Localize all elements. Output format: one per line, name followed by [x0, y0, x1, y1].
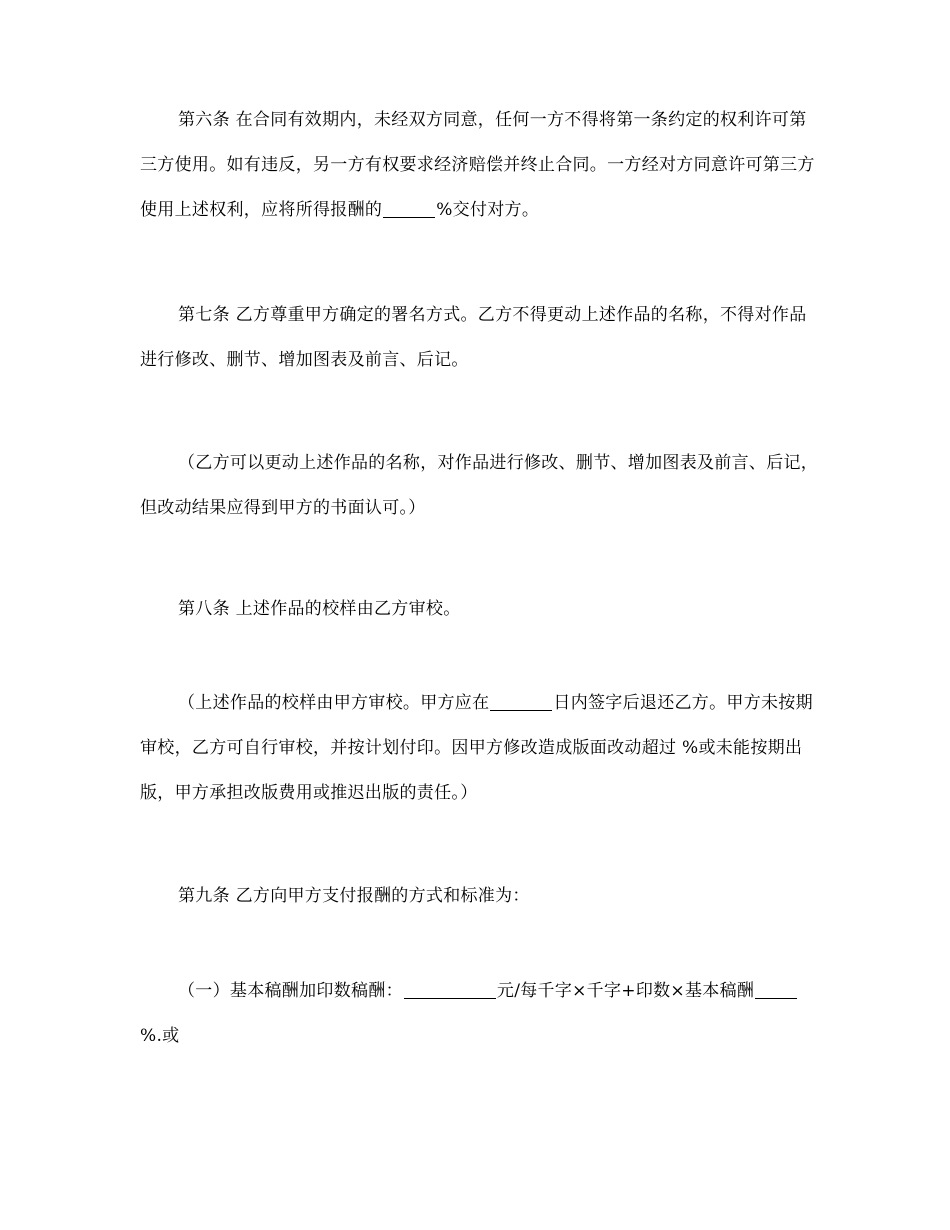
- article-9-paragraph: [140, 874, 820, 919]
- article-8-paragraph: [140, 587, 820, 632]
- article-7-paragraph: [140, 293, 820, 383]
- article-7-text: 第七条 乙方尊重甲方确定的署名方式。乙方不得更动上述作品的名称，不得对作品进行修改、删节、增加图表及前言、后记。: [140, 305, 807, 370]
- article-9-item-1-text: （一）基本稿酬加印数稿酬：: [178, 981, 403, 1001]
- article-8-alt-text: （上述作品的校样由甲方审校。甲方应在: [178, 693, 490, 713]
- article-9-item-1-text-mid: 元/每千字×千字+印数×基本稿酬: [496, 981, 755, 1001]
- article-6-text-end: %交付对方。: [436, 200, 540, 220]
- rate-blank: [404, 980, 496, 999]
- article-7-alternative-paragraph: [140, 441, 820, 531]
- article-8-alternative-paragraph: [140, 681, 820, 816]
- article-6-paragraph: [140, 98, 820, 233]
- percentage-blank: [383, 199, 435, 218]
- article-8-alt-text-end: 日内签字后退还乙方。甲方未按期审校，乙方可自行审校，并按计划付印。因甲方修改造成版面改动超过 %或未能按期出版，甲方承担改版费用或推迟出版的责任。）: [140, 693, 813, 803]
- days-blank: [490, 692, 552, 711]
- royalty-percentage-blank: [755, 980, 797, 999]
- article-9-text: 第九条 乙方向甲方支付报酬的方式和标准为：: [178, 886, 530, 906]
- article-6-text: 第六条 在合同有效期内，未经双方同意，任何一方不得将第一条约定的权利许可第三方使用。如有违反，另一方有权要求经济赔偿并终止合同。一方经对方同意许可第三方使用上述权利，应将所得报酬的: [140, 110, 815, 220]
- article-9-item-1-text-end: %.或: [140, 1026, 180, 1046]
- article-8-text: 第八条 上述作品的校样由乙方审校。: [178, 599, 461, 619]
- article-7-alt-text: （乙方可以更动上述作品的名称，对作品进行修改、删节、增加图表及前言、后记，但改动结果应得到甲方的书面认可。）: [140, 453, 819, 518]
- article-9-item-1-paragraph: [140, 969, 820, 1059]
